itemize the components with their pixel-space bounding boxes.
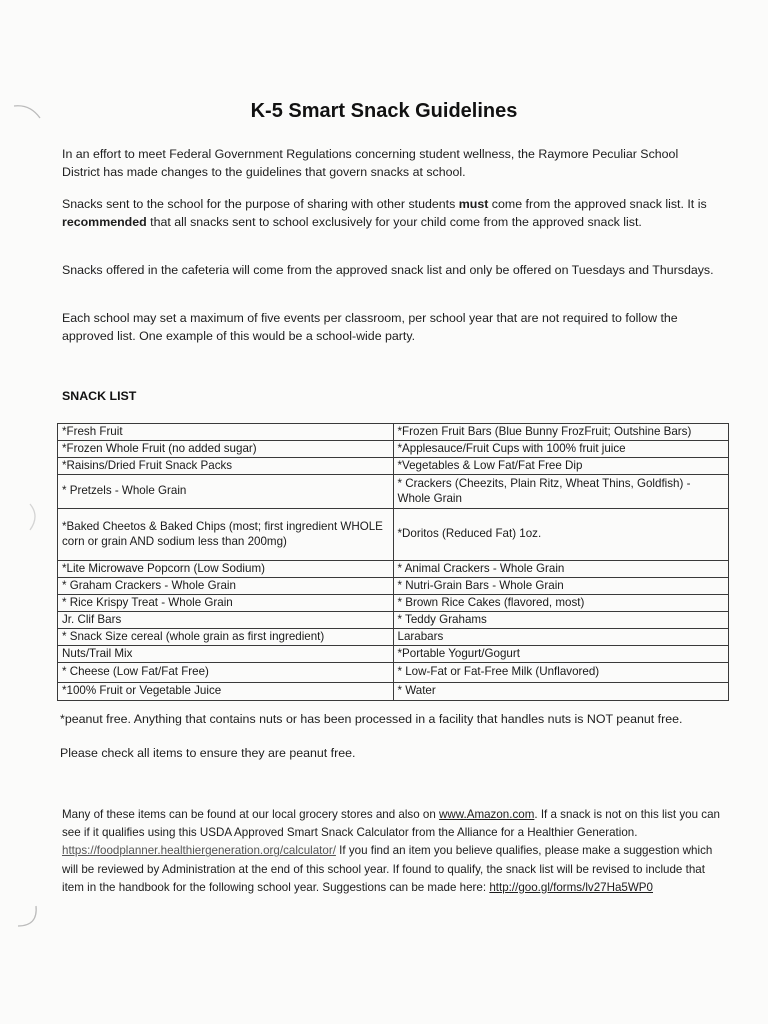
punch-hole-mark [0, 496, 44, 536]
snack-cell: *Raisins/Dried Fruit Snack Packs [58, 458, 394, 475]
snack-list-heading: SNACK LIST [62, 389, 137, 403]
snack-cell: *Doritos (Reduced Fat) 1oz. [393, 509, 729, 561]
snack-cell: *Fresh Fruit [58, 424, 394, 441]
snack-cell: *Portable Yogurt/Gogurt [393, 646, 729, 663]
snack-cell: *Lite Microwave Popcorn (Low Sodium) [58, 561, 394, 578]
snack-cell: * Cheese (Low Fat/Fat Free) [58, 663, 394, 683]
snack-cell: Jr. Clif Bars [58, 612, 394, 629]
table-row [58, 475, 729, 509]
snack-cell: Larabars [393, 629, 729, 646]
table-row [58, 629, 729, 646]
table-row [58, 578, 729, 595]
snack-cell: * Rice Krispy Treat - Whole Grain [58, 595, 394, 612]
intro-paragraph: In an effort to meet Federal Government Regulations concerning student wellness, the Raymore Peculiar School District has made changes to the guidelines that govern snacks at school. [62, 147, 679, 179]
snack-cell: * Snack Size cereal (whole grain as first ingredient) [58, 629, 394, 646]
table-row [58, 441, 729, 458]
snack-cell: * Pretzels - Whole Grain [58, 475, 394, 509]
events-paragraph: Each school may set a maximum of five events per classroom, per school year that are not required to follow the approved list. One example of this would be a school-wide party. [62, 311, 678, 343]
snack-list-table [57, 423, 729, 701]
snack-cell: Nuts/Trail Mix [58, 646, 394, 663]
cafeteria-paragraph: Snacks offered in the cafeteria will come from the approved snack list and only be offered on Tuesdays and Thursdays. [62, 263, 714, 277]
table-row [58, 509, 729, 561]
snack-cell: * Animal Crackers - Whole Grain [393, 561, 729, 578]
snack-cell: *Applesauce/Fruit Cups with 100% fruit juice [393, 441, 729, 458]
peanut-free-note: *peanut free. Anything that contains nuts or has been processed in a facility that handles nuts is NOT peanut free. [60, 712, 683, 726]
snack-cell: * Brown Rice Cakes (flavored, most) [393, 595, 729, 612]
snack-cell: * Low-Fat or Fat-Free Milk (Unflavored) [393, 663, 729, 683]
suggestion-form-link[interactable]: http://goo.gl/forms/lv27Ha5WP0 [489, 880, 653, 894]
table-row [58, 561, 729, 578]
snack-cell: *Frozen Whole Fruit (no added sugar) [58, 441, 394, 458]
snack-cell: *Vegetables & Low Fat/Fat Free Dip [393, 458, 729, 475]
punch-hole-mark [0, 896, 44, 936]
table-row [58, 683, 729, 701]
amazon-link[interactable]: www.Amazon.com [439, 808, 535, 821]
snack-cell: * Nutri-Grain Bars - Whole Grain [393, 578, 729, 595]
calculator-link[interactable]: https://foodplanner.healthiergeneration.org/calculator/ [62, 844, 336, 858]
table-row [58, 424, 729, 441]
table-row [58, 458, 729, 475]
snack-cell: *100% Fruit or Vegetable Juice [58, 683, 394, 701]
table-row [58, 646, 729, 663]
snack-cell: * Graham Crackers - Whole Grain [58, 578, 394, 595]
snack-cell: *Baked Cheetos & Baked Chips (most; first ingredient WHOLE corn or grain AND sodium less than 200mg) [58, 509, 394, 561]
snack-cell: * Water [393, 683, 729, 701]
snack-cell: * Teddy Grahams [393, 612, 729, 629]
footer-paragraph: Many of these items can be found at our local grocery stores and also on www.Amazon.com. If a snack is not on this list you can see if it qualifies using this USDA Approved Smart Snack Calculator from the Alliance for a Healthier Generation. https://foodplanner.healthiergeneration.org/calculator/ If you find an item you believe qualifies, please make a suggestion which will be reviewed by Administration at the end of this school year. If found to qualify, the snack list will be revised to include that item in the handbook for the following school year. Suggestions can be made here: http://goo.gl/forms/lv27Ha5WP0 [62, 808, 720, 894]
snack-cell: * Crackers (Cheezits, Plain Ritz, Wheat Thins, Goldfish) - Whole Grain [393, 475, 729, 509]
sharing-paragraph: Snacks sent to the school for the purpose of sharing with other students must come from the approved snack list. It is recommended that all snacks sent to school exclusively for your child come from the approved snack list. [62, 197, 707, 229]
peanut-check-note: Please check all items to ensure they are peanut free. [60, 746, 356, 760]
page-title: K-5 Smart Snack Guidelines [250, 100, 518, 122]
table-row [58, 595, 729, 612]
table-row [58, 612, 729, 629]
table-row [58, 663, 729, 683]
snack-cell: *Frozen Fruit Bars (Blue Bunny FrozFruit; Outshine Bars) [393, 424, 729, 441]
